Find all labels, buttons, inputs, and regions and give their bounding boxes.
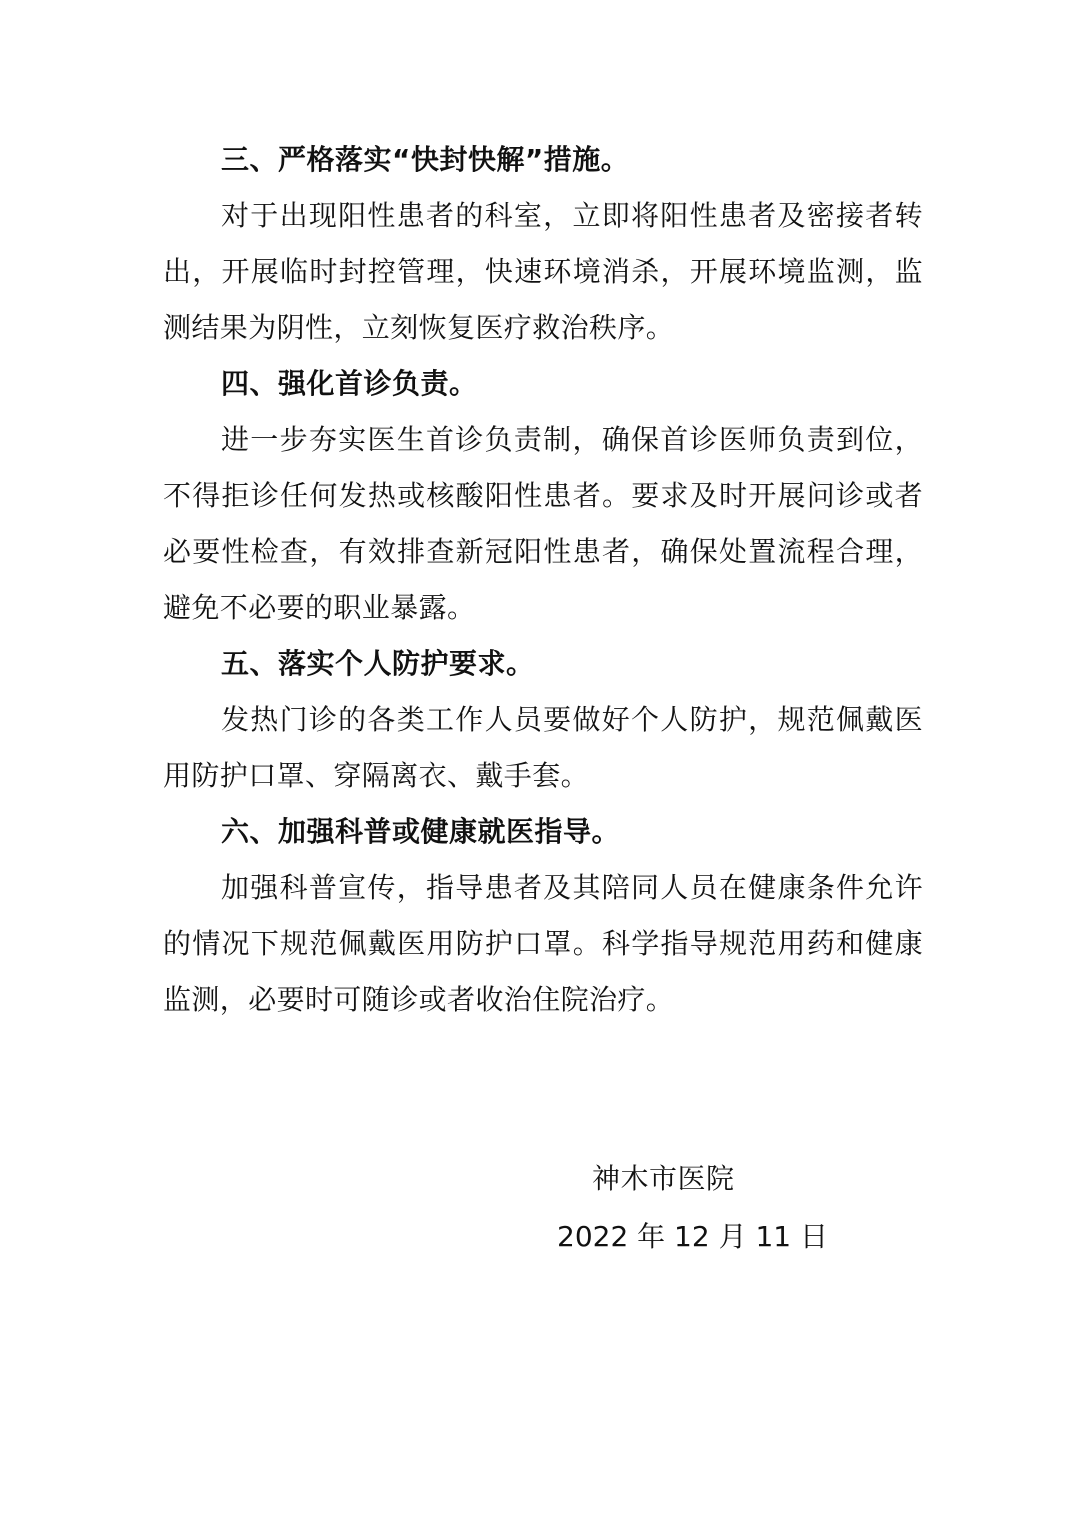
section-3-paragraph: 对于出现阳性患者的科室，立即将阳性患者及密接者转出，开展临时封控管理，快速环境消杀，开展环境监测，监测结果为阴性，立刻恢复医疗救治秩序。	[163, 199, 923, 344]
document-body	[163, 132, 923, 1028]
section-6-paragraph: 加强科普宣传，指导患者及其陪同人员在健康条件允许的情况下规范佩戴医用防护口罩。科学指导规范用药和健康监测，必要时可随诊或者收治住院治疗。	[163, 871, 923, 1016]
section-3-heading: 三、严格落实“快封快解”措施。	[221, 143, 630, 176]
section-5-heading: 五、落实个人防护要求。	[221, 647, 535, 680]
section-4-paragraph: 进一步夯实医生首诊负责制，确保首诊医师负责到位，不得拒诊任何发热或核酸阳性患者。要求及时开展问诊或者必要性检查，有效排查新冠阳性患者，确保处置流程合理，避免不必要的职业暴露。	[163, 423, 923, 624]
signature-organization: 神木市医院	[592, 1162, 735, 1195]
section-5-paragraph: 发热门诊的各类工作人员要做好个人防护，规范佩戴医用防护口罩、穿隔离衣、戴手套。	[163, 703, 923, 792]
signature-block	[540, 1155, 860, 1261]
section-6-heading: 六、加强科普或健康就医指导。	[221, 815, 621, 848]
section-4-heading: 四、强化首诊负责。	[221, 367, 478, 400]
signature-date: 2022 年 12 月 11 日	[557, 1220, 829, 1253]
